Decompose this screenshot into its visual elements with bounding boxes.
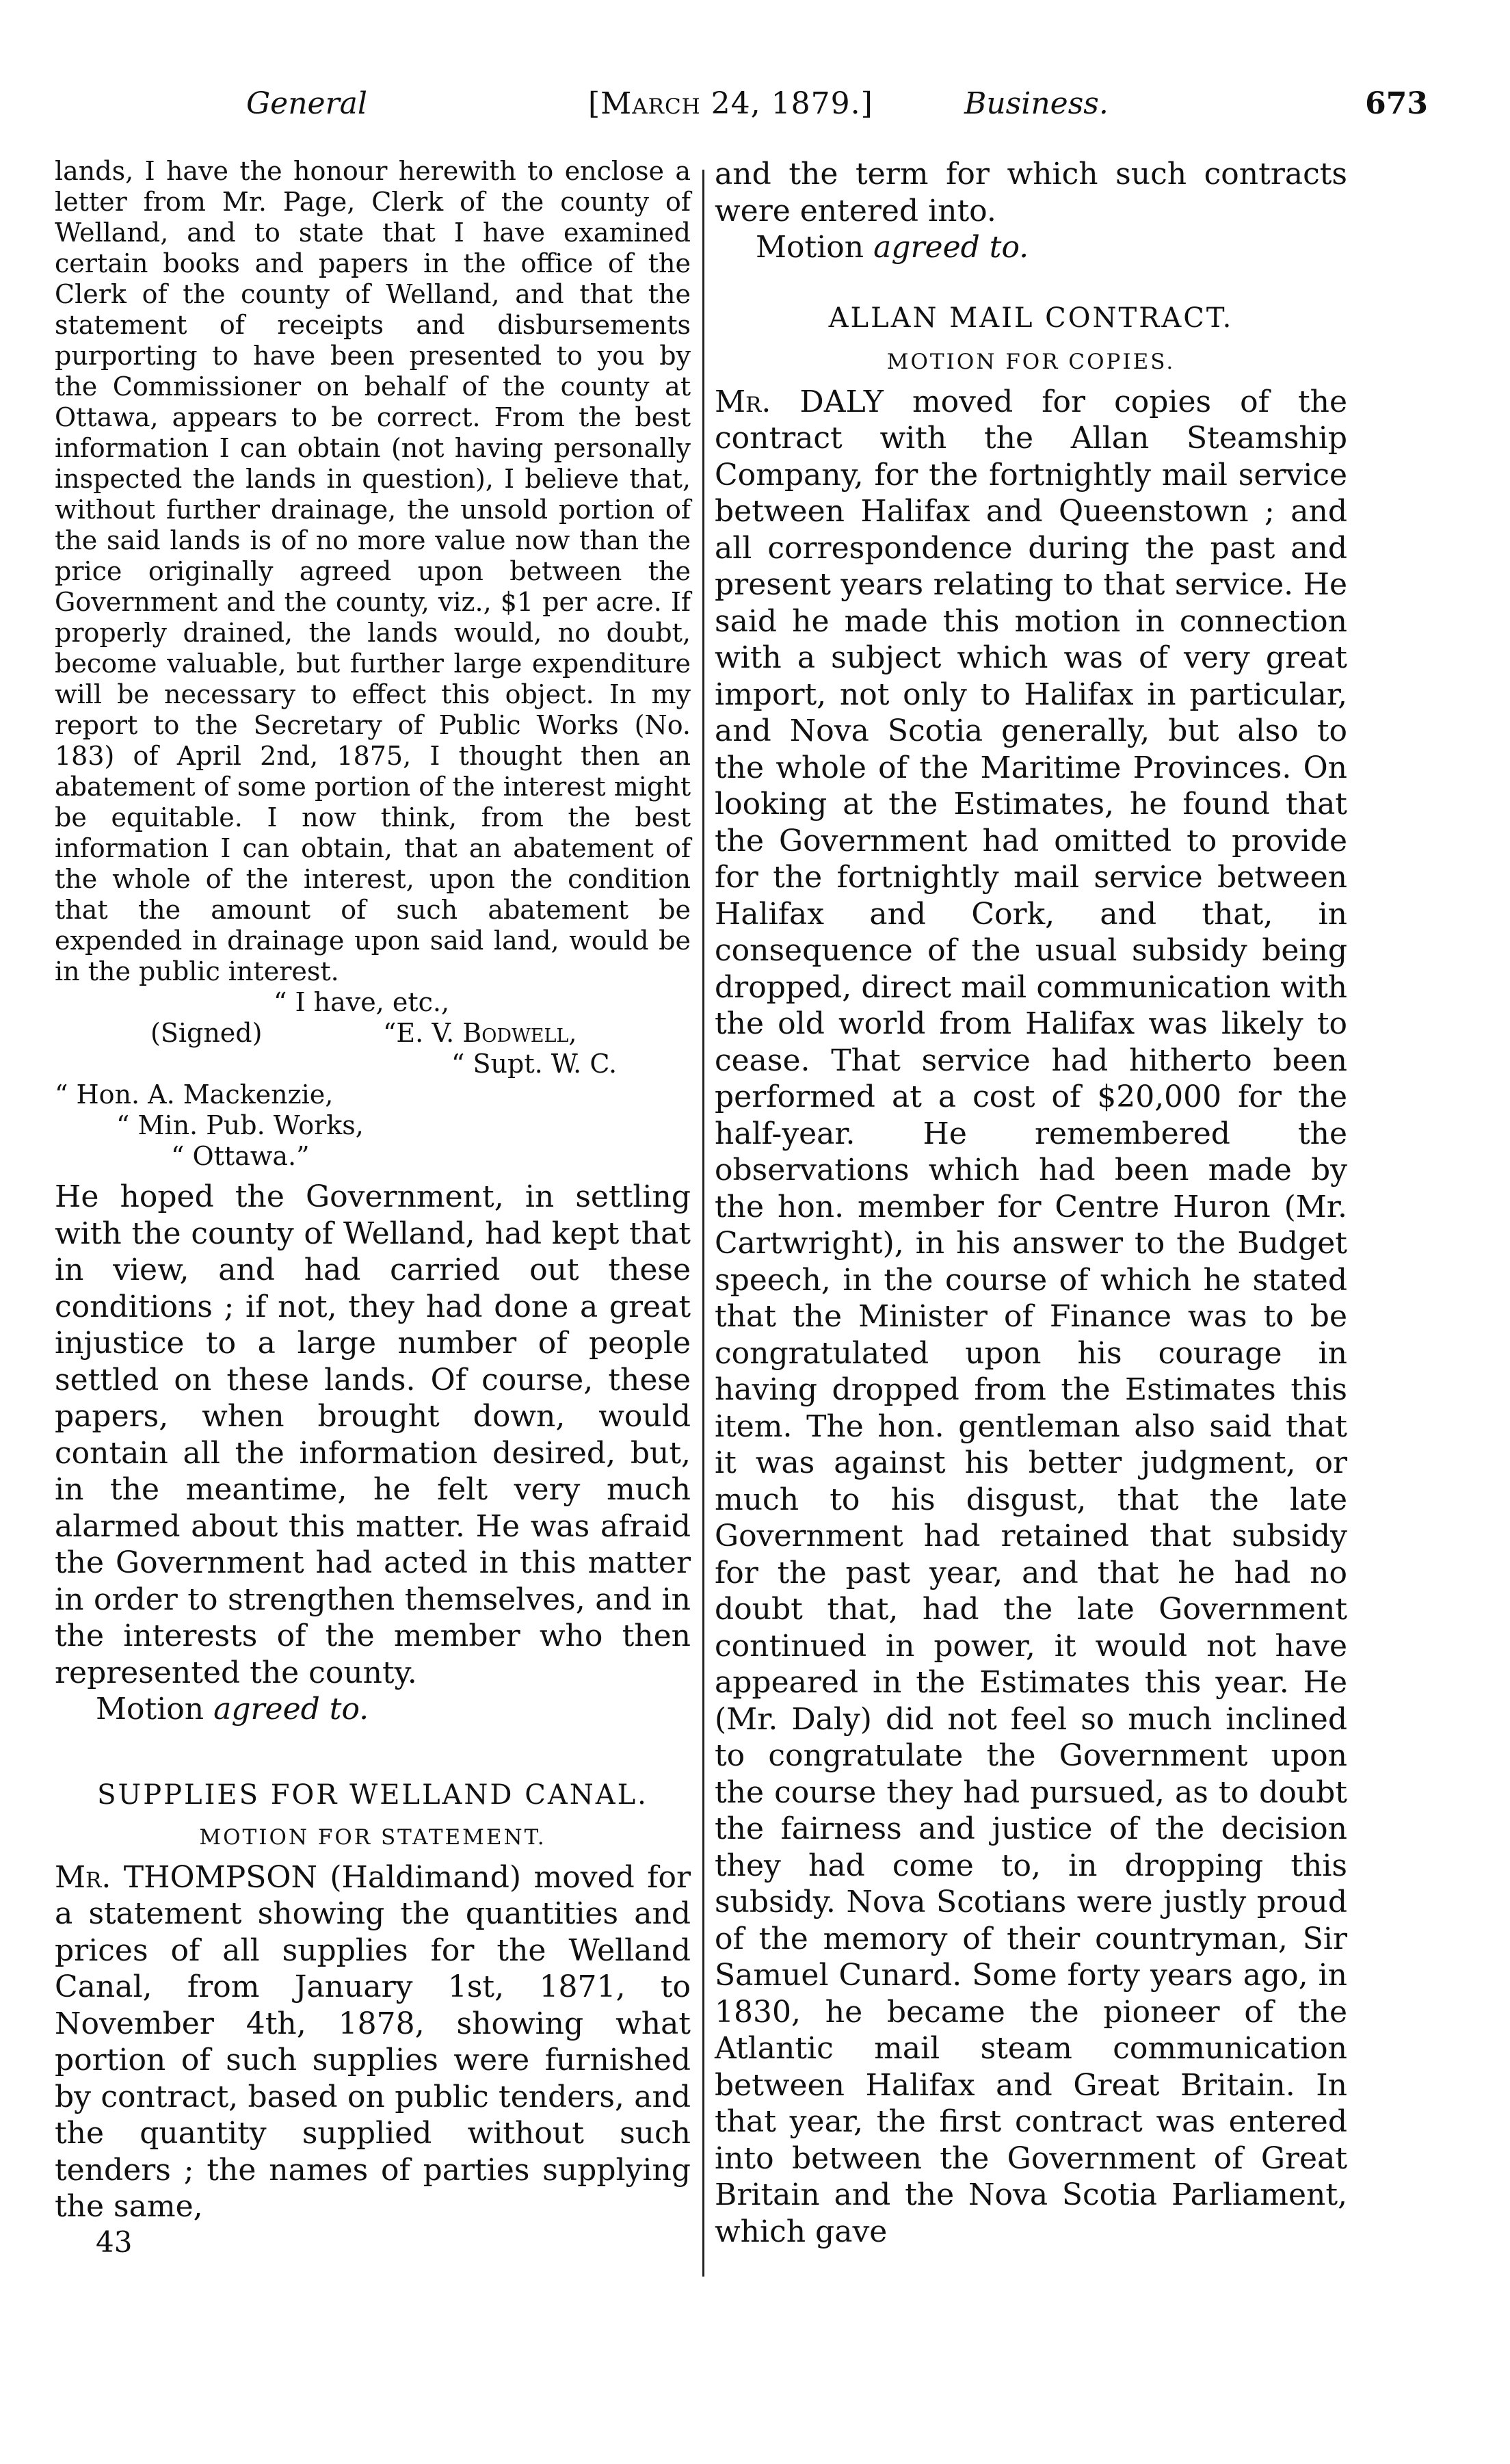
letter-signature xyxy=(55,1018,691,1049)
letter-closing: “ I have, etc., xyxy=(274,987,450,1017)
addressee-line-3: “ Ottawa.” xyxy=(171,1141,310,1171)
signature-folio: 43 xyxy=(96,2225,133,2259)
signed-name: “E. V. Bodwell, xyxy=(383,1018,577,1048)
addressee-line-2: “ Min. Pub. Works, xyxy=(116,1110,364,1140)
column-divider xyxy=(702,170,704,2277)
header-right: Business. xyxy=(964,86,1109,121)
motion-agreed: Motion agreed to. xyxy=(96,1692,369,1727)
running-header xyxy=(55,83,1455,131)
thompson-motion: Mr. THOMPSON (Haldimand) moved for a statement showing the quantities and prices of all supplies for the Welland Canal, from January 1st, 1871, to November 4th, 1878, showing what portion of such supplies were furnished by contract, based on public tenders, and the quantity supplied without such tenders ; the names of parties supplying the same, xyxy=(55,1859,691,2224)
header-date: [March 24, 1879.] xyxy=(588,86,873,121)
signed-title: “ Supt. W. C. xyxy=(451,1049,618,1079)
speaker-name-daly: Mr. DALY xyxy=(715,384,884,419)
letter-body: lands, I have the honour herewith to enclose a letter from Mr. Page, Clerk of the county of Welland, and to state that I have examined certain books and papers in the office of the Clerk of the county of Welland, and that the statement of receipts and disbursements purporting to have been presented to you by the Commissioner on behalf of the county at Ottawa, appears to be correct. From the best information I can obtain (not having personally inspected the lands in question), I believe that, without further drainage, the unsold portion of the said lands is of no more value now than the price originally agreed upon between the Government and the county, viz., $1 per acre. If properly drained, the lands would, no doubt, become valuable, but further large expenditure will be necessary to effect this object. In my report to the Secretary of Public Works (No. 183) of April 2nd, 1875, I thought then an abatement of some portion of the interest might be equitable. I now think, from the best information I can obtain, that an abatement of the whole of the interest, upon the condition that the amount of such abatement be expended in drainage upon said land, would be in the public interest. xyxy=(55,156,691,986)
speaker-name: Mr. THOMPSON xyxy=(55,1859,317,1895)
motion-agreed-right: Motion agreed to. xyxy=(756,230,1029,265)
section-title-allan: ALLAN MAIL CONTRACT. xyxy=(828,302,1234,334)
left-column xyxy=(55,156,691,2259)
addressee-line-1: “ Hon. A. Mackenzie, xyxy=(55,1079,334,1110)
section-subtitle-allan: MOTION FOR COPIES. xyxy=(886,349,1176,374)
continuation-text: and the term for which such contracts were entered into. xyxy=(715,157,1347,228)
right-column xyxy=(715,156,1347,2250)
daly-speech: Mr. DALY moved for copies of the contract with the Allan Steamship Company, for the fortnightly mail service between Halifax and Queenstown ; and all correspondence during the past and present years relating to that service. He said he made this motion in connection with a subject which was of very great import, not only to Halifax in particular, and Nova Scotia generally, but also to the whole of the Maritime Provinces. On looking at the Estimates, he found that the Government had omitted to provide for the fortnightly mail service between Halifax and Cork, and that, in consequence of the usual subsidy being dropped, direct mail communication with the old world from Halifax was likely to cease. That service had hitherto been performed at a cost of $20,000 for the half-year. He remembered the observations which had been made by the hon. member for Centre Huron (Mr. Cartwright), in his answer to the Budget speech, in the course of which he stated that the Minister of Finance was to be congratulated upon his courage in having dropped from the Estimates this item. The hon. gentleman also said that it was against his better judgment, or much to his disgust, that the late Government had retained that subsidy for the past year, and that he had no doubt that, had the late Government continued in power, it would not have appeared in the Estimates this year. He (Mr. Daly) did not feel so much inclined to congratulate the Government upon the course they had pursued, as to doubt the fairness and justice of the decision they had come to, in dropping this subsidy. Nova Scotians were justly proud of the memory of their countryman, Sir Samuel Cunard. Some forty years ago, in 1830, he became the pioneer of the Atlantic mail steam communication between Halifax and Great Britain. In that year, the first contract was entered into between the Government of Great Britain and the Nova Scotia Parliament, which gave xyxy=(715,384,1347,2249)
page-number: 673 xyxy=(1365,86,1428,121)
speech-paragraph: He hoped the Government, in settling with the county of Welland, had kept that in view, and had carried out these conditions ; if not, they had done a great injustice to a large number of people settled on these lands. Of course, these papers, when brought down, would contain all the information desired, but, in the meantime, he felt very much alarmed about this matter. He was afraid the Government had acted in this matter in order to strengthen themselves, and in the interests of the member who then represented the county. xyxy=(55,1179,691,1690)
signed-label: (Signed) xyxy=(150,1018,263,1048)
section-title-welland: SUPPLIES FOR WELLAND CANAL. xyxy=(97,1779,648,1811)
section-subtitle-welland: MOTION FOR STATEMENT. xyxy=(199,1824,546,1850)
header-left: General xyxy=(246,86,367,121)
